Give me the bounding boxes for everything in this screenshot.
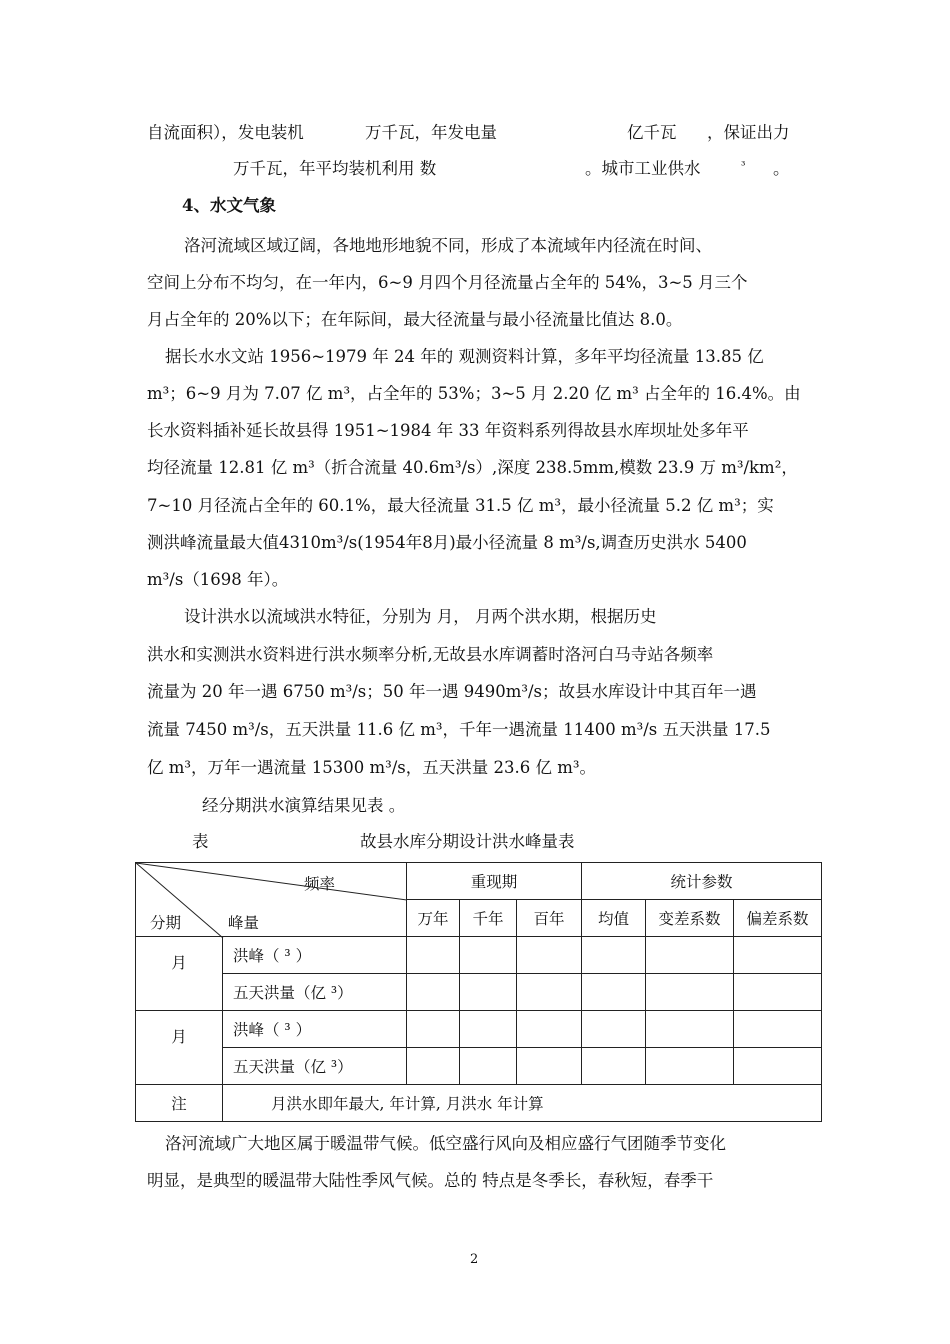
row-label: 洪峰（ ³ ）	[223, 1011, 407, 1048]
col-header: 百年	[517, 900, 582, 937]
paragraph-line: 测洪峰流量最大值4310m³/s(1954年8月)最小径流量 8 m³/s,调查历史洪水 5400	[147, 533, 747, 552]
text-segment: 自流面积），发电装机	[147, 123, 304, 142]
paragraph-line: 流量为 20 年一遇 6750 m³/s；50 年一遇 9490m³/s；故县水库设计中其百年一遇	[147, 682, 757, 701]
text-segment: ，保证出力	[707, 123, 790, 142]
note-text: 月洪水即年最大, 年计算, 月洪水 年计算	[223, 1085, 822, 1122]
paragraph-line: 7~10 月径流占全年的 60.1%，最大径流量 31.5 亿 m³，最小径流量 5.2 亿 m³；实	[147, 496, 774, 515]
text-segment: 万千瓦，年发电量	[365, 123, 497, 142]
period-cell: 月	[136, 1011, 223, 1085]
table-row-note	[136, 1085, 822, 1122]
paragraph-line: 洪水和实测洪水资料进行洪水频率分析,无故县水库调蓄时洛河白马寺站各频率	[147, 645, 714, 664]
paragraph-line: 月占全年的 20%以下；在年际间，最大径流量与最小径流量比值达 8.0。	[147, 310, 683, 329]
diag-label-peak: 峰量	[228, 914, 260, 932]
table-row	[136, 1011, 822, 1048]
paragraph-line: 流量 7450 m³/s，五天洪量 11.6 亿 m³，千年一遇流量 11400 m³/s 五天洪量 17.5	[147, 720, 771, 739]
section-heading: 4、水文气象	[182, 196, 276, 215]
table-row	[136, 974, 822, 1011]
paragraph-line: 均径流量 12.81 亿 m³（折合流量 40.6m³/s）,深度 238.5mm,模数 23.9 万 m³/km²，	[147, 458, 798, 477]
paragraph-line: m³/s（1698 年）。	[147, 570, 289, 589]
text-segment: 亿千瓦	[627, 123, 677, 142]
diagonal-header-cell	[136, 863, 407, 937]
row-label: 洪峰（ ³ ）	[223, 937, 407, 974]
flood-table	[135, 862, 822, 1122]
table-label: 表	[192, 832, 209, 851]
paragraph-line: 长水资料插补延长故县得 1951~1984 年 33 年资料系列得故县水库坝址处多年平	[147, 421, 749, 440]
table-row	[136, 937, 822, 974]
row-label: 五天洪量（亿 ³）	[223, 974, 407, 1011]
text-segment: ³	[741, 159, 746, 172]
header-statistics: 统计参数	[582, 863, 822, 900]
header-return-period: 重现期	[407, 863, 582, 900]
text-segment: 。城市工业供水	[585, 159, 701, 178]
paragraph-line: m³；6~9 月为 7.07 亿 m³，占全年的 53%；3~5 月 2.20 亿 m³ 占全年的 16.4%。由	[147, 384, 801, 403]
paragraph-line: 据长水水文站 1956~1979 年 24 年的 观测资料计算，多年平均径流量 13.85 亿	[165, 347, 764, 366]
paragraph-line: 设计洪水以流域洪水特征，分别为 月， 月两个洪水期，根据历史	[184, 607, 657, 626]
note-label: 注	[136, 1085, 223, 1122]
col-header: 变差系数	[646, 900, 734, 937]
paragraph-line: 空间上分布不均匀，在一年内，6~9 月四个月径流量占全年的 54%，3~5 月三个	[147, 273, 748, 292]
col-header: 偏差系数	[734, 900, 822, 937]
col-header: 万年	[407, 900, 460, 937]
paragraph-line: 明显，是典型的暖温带大陆性季风气候。总的 特点是冬季长，春秋短，春季干	[147, 1171, 714, 1190]
table-row	[136, 1048, 822, 1085]
paragraph-line: 洛河流域区域辽阔，各地地形地貌不同，形成了本流域年内径流在时间、	[184, 236, 712, 255]
period-cell: 月	[136, 937, 223, 1011]
text-segment: 万千瓦，年平均装机利用 数	[233, 159, 437, 178]
table-reference: 经分期洪水演算结果见表 。	[202, 796, 406, 815]
col-header: 均值	[582, 900, 646, 937]
col-header: 千年	[460, 900, 517, 937]
text-segment: 。	[773, 159, 790, 178]
page-number: 2	[470, 1252, 479, 1267]
table-title: 故县水库分期设计洪水峰量表	[360, 832, 575, 851]
paragraph-line: 亿 m³，万年一遇流量 15300 m³/s，五天洪量 23.6 亿 m³。	[147, 758, 597, 777]
diag-label-period: 分期	[150, 914, 182, 932]
diag-label-frequency: 频率	[304, 875, 336, 893]
row-label: 五天洪量（亿 ³）	[223, 1048, 407, 1085]
paragraph-line: 洛河流域广大地区属于暖温带气候。低空盛行风向及相应盛行气团随季节变化	[165, 1134, 726, 1153]
